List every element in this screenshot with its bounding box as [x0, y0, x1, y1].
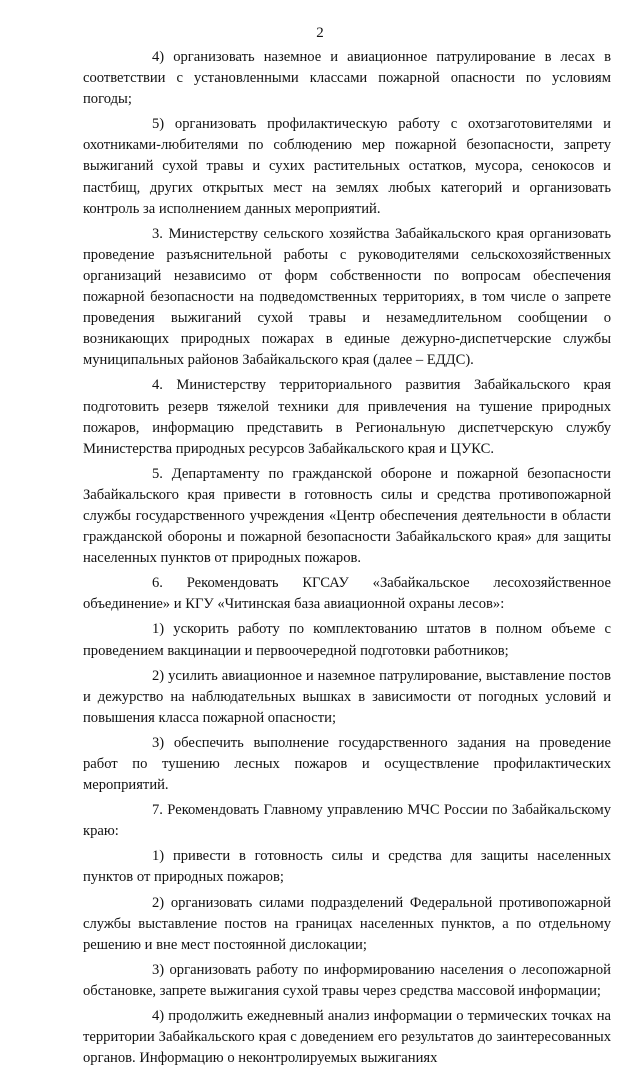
paragraph-section-6: 6. Рекомендовать КГСАУ «Забайкальское лесохозяйственное объединение» и КГУ «Читинская база авиационной охраны лесов»:: [83, 575, 611, 613]
paragraph-section-5: 5. Департаменту по гражданской обороне и пожарной безопасности Забайкальского края привести в готовность силы и средства противопожарной службы государственного учреждения «Центр обеспечения деятельности в области гражданской обороны и пожарной безопасности Забайкальского края» для защиты населенных пунктов от природных пожаров.: [83, 465, 611, 567]
paragraph-section-7-item-2: 2) организовать силами подразделений Федеральной противопожарной службы выставление постов на границах населенных пунктов, а по отдельному решению и вне мест постоянной дислокации;: [83, 894, 611, 953]
paragraph-section-7-item-3: 3) организовать работу по информированию населения о лесопожарной обстановке, запрете выжигания сухой травы через средства массовой информации;: [83, 961, 611, 999]
paragraph-section-6-item-2: 2) усилить авиационное и наземное патрулирование, выставление постов и дежурство на наблюдательных вышках в зависимости от погодных условий и повышения класса пожарной опасности;: [83, 667, 611, 726]
paragraph-item-5-prevention: 5) организовать профилактическую работу с охотзаготовителями и охотниками-любителями по соблюдению мер пожарной безопасности, запрету выжиганий сухой травы и сухих растительных остатков, мусора, сенокосов и пастбищ, других открытых мест на землях любых категорий и организовать контроль за исполнением данных мероприятий.: [83, 116, 611, 217]
paragraph-section-6-item-1: 1) ускорить работу по комплектованию штатов в полном объеме с проведением вакцинации и первоочередной подготовки работников;: [83, 621, 611, 659]
paragraph-item-4-patrol: 4) организовать наземное и авиационное патрулирование в лесах в соответствии с установленными классами пожарной опасности по условиям погоды;: [83, 49, 611, 108]
paragraph-section-3: 3. Министерству сельского хозяйства Забайкальского края организовать проведение разъяснительной работы с руководителями сельскохозяйственных организаций независимо от форм собственности по вопросам обеспечения пожарной безопасности на подведомственных территориях, в том числе о запрете проведения выжиганий сухой травы и незамедлительном сообщении о возникающих природных пожарах в единые дежурно-диспетчерские службы муниципальных районов Забайкальского края (далее – ЕДДС).: [83, 225, 611, 369]
paragraph-section-6-item-3: 3) обеспечить выполнение государственного задания на проведение работ по тушению лесных пожаров и осуществление профилактических мероприятий.: [83, 734, 611, 794]
paragraph-section-7-item-4: 4) продолжить ежедневный анализ информации о термических точках на территории Забайкальского края с доведением его результатов до заинтересованных органов. Информацию о неконтролируемых выжиганиях: [83, 1008, 611, 1067]
paragraph-section-7-item-1: 1) привести в готовность силы и средства для защиты населенных пунктов от природных пожаров;: [83, 848, 611, 886]
paragraph-section-7: 7. Рекомендовать Главному управлению МЧС России по Забайкальскому краю:: [83, 802, 611, 840]
page-number: 2: [316, 25, 324, 41]
document-body: [83, 47, 611, 1069]
paragraph-section-4: 4. Министерству территориального развития Забайкальского края подготовить резерв тяжелой техники для привлечения на тушение природных пожаров, информацию представить в Региональную диспетчерскую службу Министерства природных ресурсов Забайкальского края и ЦУКС.: [83, 377, 611, 457]
